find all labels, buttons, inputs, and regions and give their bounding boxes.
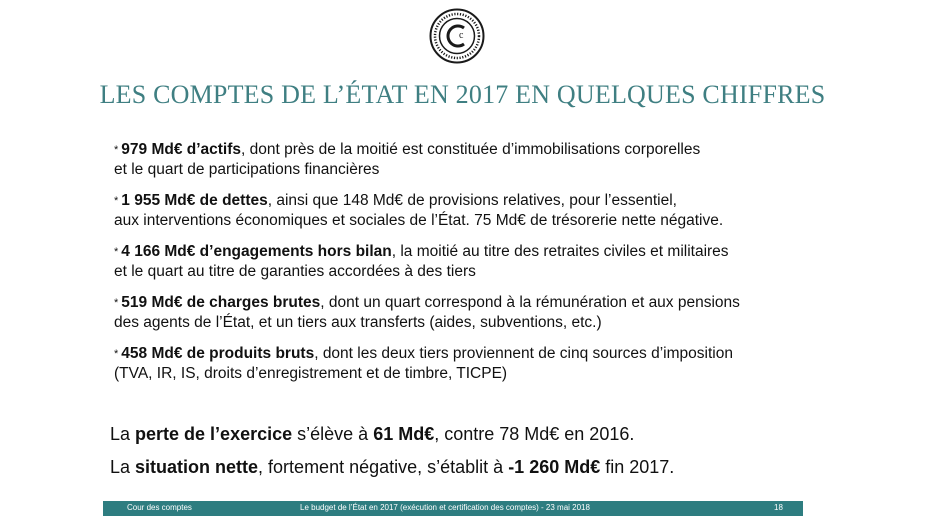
bullet-text: , dont un quart correspond à la rémunération et aux pensions <box>320 294 740 311</box>
bullet-bold: 4 166 Md€ d’engagements hors bilan <box>121 243 392 260</box>
list-item <box>114 242 814 282</box>
bullet-text-line2: (TVA, IR, IS, droits d’enregistrement et de timbre, TICPE) <box>114 365 508 382</box>
summary-bold-value: -1 260 Md€ <box>508 457 601 477</box>
summary-bold-value: 61 Md€ <box>373 424 435 444</box>
bullet-text: , ainsi que 148 Md€ de provisions relatives, pour l’essentiel, <box>267 192 677 209</box>
bullet-text: , la moitié au titre des retraites civiles et militaires <box>391 243 729 260</box>
summary-text: , fortement négative, s’établit à <box>258 457 509 477</box>
bullet-text-line2: et le quart au titre de garanties accordées à des tiers <box>114 263 476 280</box>
star-bullet-icon: * <box>114 195 119 207</box>
summary-text: fin 2017. <box>600 457 675 477</box>
list-item <box>114 344 814 384</box>
star-bullet-icon: * <box>114 144 119 156</box>
list-item <box>114 293 814 333</box>
footer-caption: Le budget de l’État en 2017 (exécution et certification des comptes) - 23 mai 2018 <box>300 503 590 512</box>
bullet-bold: 1 955 Md€ de dettes <box>121 192 268 209</box>
summary-text: , contre 78 Md€ en 2016. <box>434 424 635 444</box>
bullet-bold: 519 Md€ de charges brutes <box>121 294 321 311</box>
summary-bold: situation nette <box>135 457 259 477</box>
cour-des-comptes-logo <box>429 8 485 64</box>
net-position-statement <box>110 451 830 484</box>
key-figures-list <box>114 140 814 395</box>
bullet-text-line2: et le quart de participations financières <box>114 161 380 178</box>
loss-statement <box>110 418 830 451</box>
bullet-text: , dont près de la moitié est constituée d’immobilisations corporelles <box>241 141 701 158</box>
footer-bar <box>103 501 803 516</box>
summary-block <box>110 418 830 484</box>
bullet-text-line2: aux interventions économiques et sociales de l’État. 75 Md€ de trésorerie nette négative. <box>114 212 724 229</box>
page-title: LES COMPTES DE L’ÉTAT EN 2017 EN QUELQUES CHIFFRES <box>99 80 826 109</box>
page-number: 18 <box>774 503 783 512</box>
summary-text: La <box>110 457 136 477</box>
star-bullet-icon: * <box>114 297 119 309</box>
summary-text: s’élève à <box>292 424 374 444</box>
bullet-bold: 458 Md€ de produits bruts <box>121 345 315 362</box>
summary-bold: perte de l’exercice <box>135 424 293 444</box>
bullet-text-line2: des agents de l’État, et un tiers aux transferts (aides, subventions, etc.) <box>114 314 602 331</box>
list-item <box>114 191 814 231</box>
bullet-bold: 979 Md€ d’actifs <box>121 141 242 158</box>
footer-organization: Cour des comptes <box>127 503 192 512</box>
summary-text: La <box>110 424 136 444</box>
star-bullet-icon: * <box>114 348 119 360</box>
bullet-text: , dont les deux tiers proviennent de cinq sources d’imposition <box>314 345 733 362</box>
svg-text:c: c <box>459 30 464 41</box>
star-bullet-icon: * <box>114 246 119 258</box>
list-item <box>114 140 814 180</box>
